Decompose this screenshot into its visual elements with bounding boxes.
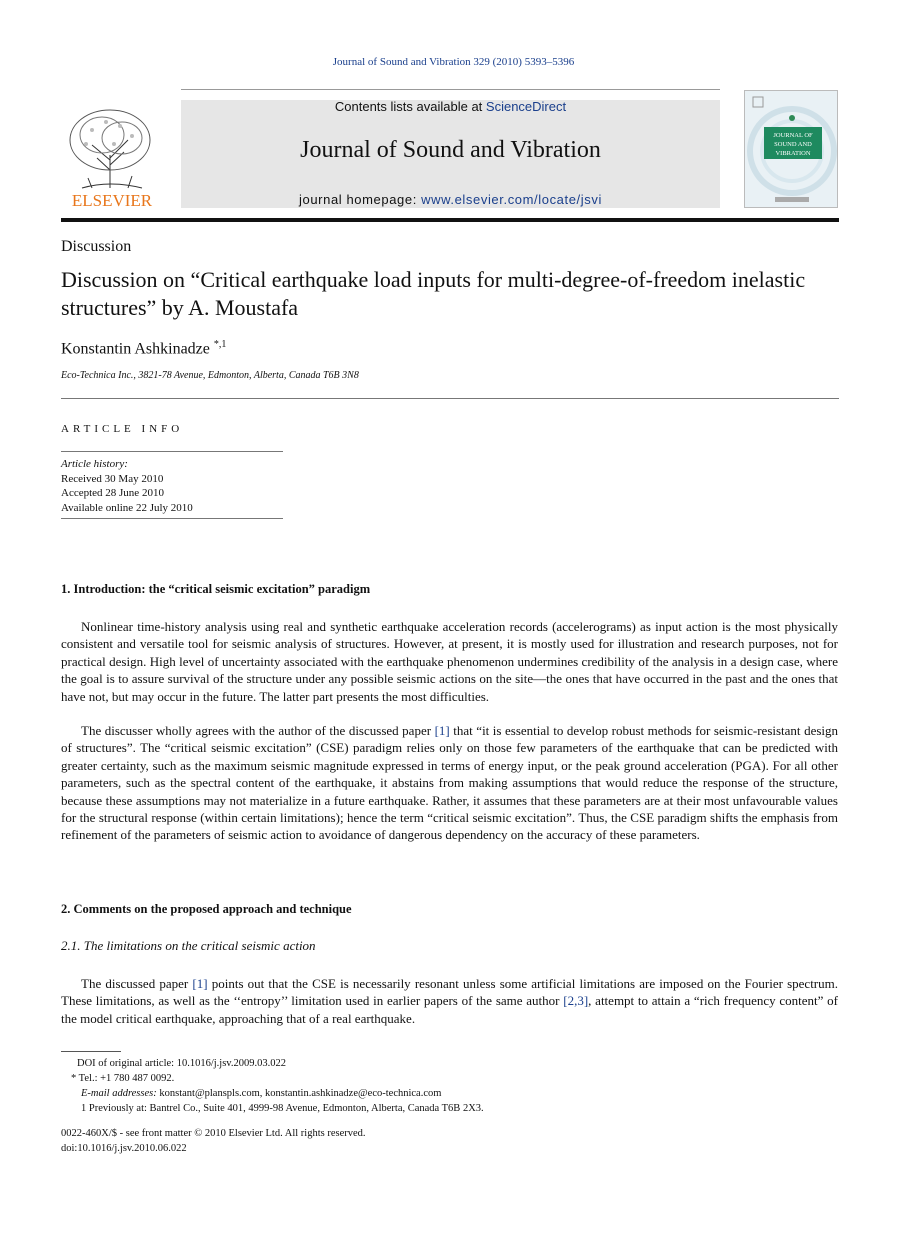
text-run: points out that the CSE is necessarily resonant unless some artificial limitations are imposed on the Fourier spectrum. These limitations, as well as the ‘‘entropy’’ limitation used in earlier papers of the same author — [61, 976, 838, 1009]
header-divider — [61, 218, 839, 222]
journal-title: Journal of Sound and Vibration — [300, 137, 601, 163]
article-doi[interactable]: doi:10.1016/j.jsv.2010.06.022 — [61, 1143, 187, 1154]
affiliation: Eco-Technica Inc., 3821-78 Avenue, Edmonton, Alberta, Canada T6B 3N8 — [61, 370, 359, 381]
reference-link-1[interactable]: [1] — [192, 976, 208, 991]
email-values[interactable]: konstant@planspls.com, konstantin.ashkinadze@eco-technica.com — [156, 1088, 442, 1099]
article-history — [61, 457, 193, 515]
svg-text:JOURNAL OF: JOURNAL OF — [773, 132, 813, 139]
homepage-link[interactable]: www.elsevier.com/locate/jsvi — [421, 192, 602, 207]
reference-link-1[interactable]: [1] — [434, 723, 450, 738]
accepted-date: Accepted 28 June 2010 — [61, 487, 164, 499]
history-label: Article history: — [61, 458, 128, 470]
received-date: Received 30 May 2010 — [61, 472, 164, 485]
section-1-heading: 1. Introduction: the “critical seismic excitation” paradigm — [61, 582, 371, 596]
footnote-1: 1 Previously at: Bantrel Co., Suite 401, 4999-98 Avenue, Edmonton, Alberta, Canada T6B 2X3. — [81, 1103, 484, 1114]
info-divider — [61, 398, 839, 399]
copyright-line: 0022-460X/$ - see front matter © 2010 Elsevier Ltd. All rights reserved. — [61, 1128, 366, 1139]
footnote-tel: * Tel.: +1 780 487 0092. — [71, 1073, 175, 1084]
footnotes — [61, 1056, 838, 1116]
footnote-rule — [61, 1051, 121, 1052]
author-line — [61, 339, 226, 358]
journal-cover[interactable] — [744, 90, 838, 208]
history-rule-top — [61, 451, 283, 452]
elsevier-logo — [62, 100, 162, 210]
text-run: The discussed paper — [81, 976, 193, 991]
svg-text:VIBRATION: VIBRATION — [775, 150, 811, 157]
homepage-prefix: journal homepage: — [299, 192, 422, 207]
text-run: The discusser wholly agrees with the author of the discussed paper — [81, 723, 435, 738]
contents-prefix: Contents lists available at — [334, 99, 486, 114]
elsevier-tree-icon — [62, 100, 162, 210]
text-run: that “it is essential to develop robust methods for seismic-resistant design of structures”. The “critical seismic excitation” (CSE) paradigm relies only on those few parameters of the earthquake that can be predicted with greater certainty, such as the maximum seismic magnitude expressed in terms of energy input, or the peak ground acceleration (PGA). For all other parameters, such as the spectral content of the earthquake, it abstains from making assumptions that would reduce the response of the structure, because these assumptions may not materialize in a future earthquake. Rather, it assumes that these parameters are at their most unfavourable values for the structural response (within certain limitations); hence the term “critical seismic excitation”. Thus, the CSE paradigm shifts the emphasis from refinement of the parameters of seismic action to avoidance of dangerous dependency on the accuracy of these parameters. — [61, 723, 839, 843]
journal-reference[interactable]: Journal of Sound and Vibration 329 (2010) 5393–5396 — [332, 56, 575, 68]
article-title: Discussion on “Critical earthquake load inputs for multi-degree-of-freedom inelastic structures” by A. Moustafa — [61, 267, 806, 320]
article-info-heading: ARTICLE INFO — [61, 423, 184, 435]
homepage-line — [181, 192, 720, 207]
journal-cover-image — [745, 91, 839, 209]
svg-text:SOUND AND: SOUND AND — [774, 141, 812, 148]
footer — [61, 1126, 366, 1156]
subsection-2-1-paragraph-1 — [61, 975, 838, 1027]
reference-link-2-3[interactable]: [2,3] — [563, 993, 589, 1009]
footnote-email — [61, 1086, 838, 1101]
sciencedirect-link[interactable]: ScienceDirect — [485, 99, 567, 114]
elsevier-wordmark: ELSEVIER — [71, 191, 153, 210]
header-rule — [181, 89, 720, 90]
section-2-heading: 2. Comments on the proposed approach and technique — [61, 902, 352, 916]
subsection-2-1-heading: 2.1. The limitations on the critical seismic action — [61, 938, 316, 953]
section-1-paragraph-1: Nonlinear time-history analysis using real and synthetic earthquake acceleration records (accelerograms) as input action is the most physically consistent and versatile tool for seismic analysis of structures. However, at present, it is mostly used for illustration and research purposes, not for practical design. High level of uncertainty associated with the earthquake phenomenon undermines credibility of the analysis in a design case, where the goal is to assure survival of the structure under any possible seismic actions on the site—the ones that have occurred in the past and the ones that have not, but may occur in the future. The latter part presents the most difficulties. — [61, 619, 838, 704]
article-type: Discussion — [61, 238, 132, 255]
author-name[interactable]: Konstantin Ashkinadze — [61, 340, 210, 358]
email-label: E-mail addresses: — [81, 1088, 157, 1099]
footnote-doi: DOI of original article: 10.1016/j.jsv.2009.03.022 — [77, 1058, 286, 1069]
author-marks[interactable]: *,1 — [213, 339, 227, 350]
text-run: , attempt to attain a “rich frequency content” of the model critical earthquake, approaching that of a real earthquake. — [61, 993, 838, 1026]
contents-line — [181, 99, 720, 114]
section-1-paragraph-2 — [61, 722, 838, 844]
history-rule-bottom — [61, 518, 283, 519]
online-date: Available online 22 July 2010 — [61, 501, 193, 514]
